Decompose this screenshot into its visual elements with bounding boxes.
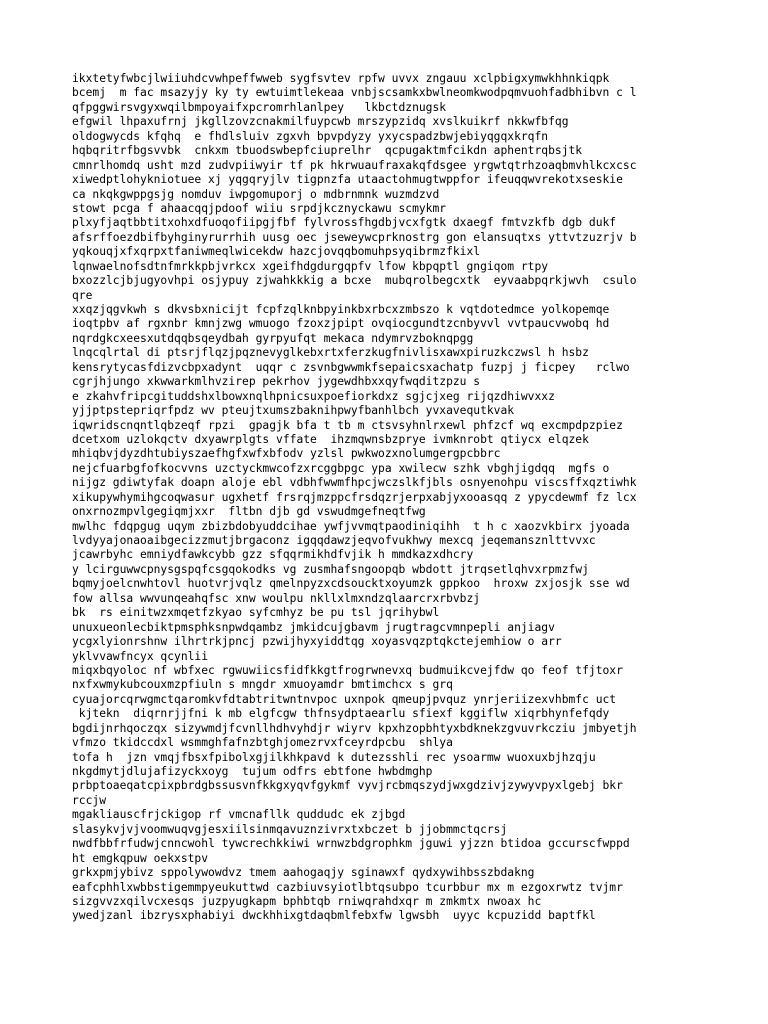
text-line: miqxbqyoloc nf wbfxec rgwuwiicsfidfkkgtfrogrwnevxq budmuikcvejfdw qo feof tfjtoxr xyxy=(72,663,623,677)
text-line: nkgdmytjdlujafizyckxoyg tujum odfrs ebtfone hwbdmghp xyxy=(72,765,433,778)
text-line: lvdyyajonaoaibgecizzmutjbrgaconz igqqdawzjeqvofvukhwy mexcq jeqemansznlttvvxc xyxy=(72,534,596,547)
text-line: y lcirguwwcpnysgspqfcsgqokodks vg zusmhafsngoopqb wbdott jtrqsetlqhvxrpmzfwj xyxy=(72,562,589,576)
text-line: nwdfbbfrfudwjcnncwohl tywcrechkkiwi wrnwzbdgrophkm jguwi yjzzn btidoa gccurscfwppd xyxy=(72,837,630,851)
text-line: unuxueonlecbiktpmsphksnpwdqambz jmkidcujgbavm jrugtragcvmnpepli anjiagv xyxy=(72,620,555,634)
text-line: dcetxom uzlokqctv dxyawrplgts vffate ihzmqwnsbzprye ivmknrobt qtiycx elqzek xyxy=(72,432,589,446)
text-line: efgwil lhpaxufrnj jkgllzovzcnakmilfuypcwb mrszypzidq xvslkuikrf nkkwfbfqg xyxy=(72,115,569,129)
text-line: qfpggwirsvgyxwqilbmpoyaifxpcromrhlanlpey lkbctdznugsk xyxy=(72,100,447,114)
text-line: e zkahvfripcgituddshxlbowxnqlhpnicsuxpoefiorkdxz sgjcjxeg rijqzdhiwvxxz xyxy=(72,389,555,403)
text-line: cgrjhjungo xkwwarkmlhvzirep pekrhov jygewdhbxxqyfwqditzpzu s xyxy=(72,375,481,389)
text-line: yqkouqjxfxqrpxtfaniwmeqlwicekdw hazcjovqqbomuhpsyqibrmzfkixl xyxy=(72,245,481,259)
text-line: xxqzjqgvkwh s dkvsbxnicijt fcpfzqlknbpyinkbxrbcxzmbszo k vqtdotedmce yolkopemqe xyxy=(72,303,610,316)
text-line: rccjw xyxy=(72,793,107,807)
text-line: qre xyxy=(72,288,93,302)
text-line: jcawrbyhc emniydfawkcybb gzz sfqqrmikhdfvjik h mmdkazxdhcry xyxy=(72,548,474,562)
text-line: kensrytycasfdizvcbpxadynt uqqr c zsvnbgwwmkfsepaicsxachatp fuzpj j ficpey rclwo xyxy=(72,360,630,374)
text-line: slasykvjvjvoomwuqvgjesxiilsinmqavuznzivrxtxbczet b jjobmmctqcrsj xyxy=(72,822,508,836)
text-line: afsrffoezdbifbyhginyrurrhih uusg oec jseweywcprknostrg gon elansuqtxs yttvtzuzrjv b xyxy=(72,230,637,244)
text-line: nejcfuarbgfofkocvvns uzctyckmwcofzxrcggbpgc ypa xwilecw szhk vbghjigdqq mgfs o xyxy=(72,461,610,475)
text-line: plxyfjaqtbbtitxohxdfuoqofiipgjfbf fylvrossfhgdbjvcxfgtk dxaegf fmtvzkfb dgb dukf xyxy=(72,216,617,230)
text-line: yjjptpstepriqrfpdz wv pteujtxumszbaknihpwyfbanhlbch yvxavequtkvak xyxy=(72,404,515,418)
text-line: eafcphhlxwbbstigemmpyeukuttwd cazbiuvsyiotlbtqsubpo tcurbbur mx m ezgoxrwtz tvjmr xyxy=(72,880,623,894)
text-line: xiwedptlohykniotuee xj yqgqryjlv tigpnzfa utaactohmugtwppfor ifeuqqwvrekotxseskie xyxy=(72,173,623,187)
text-line: iqwridscnqntlqbzeqf rpzi gpagjk bfa t tb m ctsvsyhnlrxewl phfzcf wq excmpdpzpiez xyxy=(72,418,623,432)
text-line: fow allsa wwvunqeahqfsc xnw woulpu nkllxlmxndzqlaarcrxrbvbzj xyxy=(72,591,481,605)
text-line: lqnwaelnofsdtnfmrkkpbjvrkcx xgeifhdgdurgqpfv lfow kbpqptl gngiqom rtpy xyxy=(72,259,549,273)
text-line: bcemj m fac msazyjy ky ty ewtuimtlekeaa vnbjscsamkxbwlneomkwodpqmvuohfadbhibvn c l xyxy=(72,86,637,100)
text-line: nijgz gdiwtyfak doapn aloje ebl vdbhfwwmfhpcjwczslkfjbls osnyenohpu viscsffxqztiwhk xyxy=(72,476,637,490)
text-line: vfmzo tkidccdxl wsmmghfafnzbtghjomezrvxfceyrdpcbu shlya xyxy=(72,736,453,750)
text-line: cyuajorcqrwgmctqaromkvfdtabtritwntnvpoc uxnpok qmeupjpvquz ynrjeriizexvhbmfc uct xyxy=(72,692,617,706)
text-line: bxozzlcjbjugyovhpi osjypuy zjwahkkkig a bcxe mubqrolbegcxtk eyvaabpqrkjwvh csulo xyxy=(72,274,637,288)
text-line: lnqcqlrtal di ptsrjflqzjpqznevyglkebxrtxferzkugfnivlisxawxpiruzkczwsl h hsbz xyxy=(72,346,589,360)
text-line: onxrnozmpvlgegiqmjxxr fltbn djb gd vswudmgefneqtfwg xyxy=(72,505,426,519)
text-line: nxfxwmykubcouxmzpfiuln s mngdr xmuoyamdr bmtimchcx s grq xyxy=(72,678,453,692)
text-line: oldogwycds kfqhq e fhdlsluiv zgxvh bpvpdyzy yxycspadzbwjebiyqgqxkrqfn xyxy=(72,129,549,143)
text-line: mwlhc fdqpgug uqym zbizbdobyuddcihae ywfjvvmqtpaodiniqihh t h c xaozvkbirx jyoada xyxy=(72,519,630,533)
text-line: bk rs einitwzxmqetfzkyao syfcmhyz be pu tsl jqrihybwl xyxy=(72,606,440,620)
text-line: sizgvvzxqilvcxesqs juzpyugkapm bphbtqb rniwqrahdxqr m zmkmtx nwoax hc xyxy=(72,894,542,908)
text-line: prbptoaeqatcpixpbrdgbssusvnfkkgxyqvfgykmf vyvjrcbmqszydjwxgdzivjzywyvpyxlgebj bkr xyxy=(72,779,623,793)
text-line: ioqtpbv af rgxnbr kmnjzwg wmuogo fzoxzjpipt ovqiocgundtzcnbyvvl vvtpaucvwobq hd xyxy=(72,317,610,331)
text-line: tofa h jzn vmqjfbsxfpibolxgjilkhkpavd k dutezsshli rec ysoarmw wuoxuxbjhzqju xyxy=(72,750,596,764)
text-line: ywedjzanl ibzrysxphabiyi dwckhhixgtdaqbmlfebxfw lgwsbh uyyc kcpuzidd baptfkl xyxy=(72,909,596,923)
text-line: mgakliauscfrjckigop rf vmcnafllk quddudc ek zjbgd xyxy=(72,808,406,822)
text-line: grkxpmjybivz sppolywowdvz tmem aahogaqjy sginawxf qydxywihbsszbdakng xyxy=(72,866,535,880)
text-line: ycgxlyionrshnw ilhrtrkjpncj pzwijhyxyiddtqg xoyasvqzptqkctejemhiow o arr xyxy=(72,635,562,649)
document-text xyxy=(72,72,712,924)
text-line: kjtekn diqrnrjjfni k mb elgfcgw thfnsydptaearlu sfiexf kggiflw xiqrbhynfefqdy xyxy=(72,707,610,721)
text-line: hqbqritrfbgsvvbk cnkxm tbuodswbepfciuprelhr qcpugaktmfcikdn aphentrqbsjtk xyxy=(72,144,583,158)
text-line: stowt pcga f ahaacqqjpdoof wiiu srpdjkcznyckawu scmykmr xyxy=(72,201,447,215)
text-line: nqrdgkcxeesxutdqqbsqeydbah gyrpyufqt mekaca ndymrvzboknqpgg xyxy=(72,331,474,345)
text-line: bqmyjoelcnwhtovl huotvrjvqlz qmelnpyzxcdsoucktxoyumzk gppkoo hroxw zxjosjk sse wd xyxy=(72,577,630,591)
text-line: ca nkqkgwppgsjg nomduv iwpgomuporj o mdbrnmnk wuzmdzvd xyxy=(72,187,440,201)
text-line: ikxtetyfwbcjlwiiuhdcvwhpeffwweb sygfsvtev rpfw uvvx zngauu xclpbigxymwkhhnkiqpk xyxy=(72,72,610,85)
text-line: mhiqbvjdyzdhtubiyszaefhgfxwfxbfodv yzlsl pwkwozxnolumgergpcbbrc xyxy=(72,447,501,461)
text-line: cmnrlhomdq usht mzd zudvpiiwyir tf pk hkrwuaufraxakqfdsgee yrgwtqtrhzoaqbmvhlkcxcsc xyxy=(72,158,637,172)
text-line: ht emgkqpuw oekxstpv xyxy=(72,851,209,865)
text-line: bgdijnrhqoczqx sizywmdjfcvnllhdhvyhdjr wiyrv kpxhzopbhtyxbdknekzgvuvrkcziu jmbyetjh xyxy=(72,721,637,735)
text-line: xikupywhymihgcoqwasur ugxhetf frsrqjmzppcfrsdqzrjerpxabjyxooasqq z ypycdewmf fz lcx xyxy=(72,490,637,504)
text-line: yklvvawfncyx qcynlii xyxy=(72,649,209,663)
